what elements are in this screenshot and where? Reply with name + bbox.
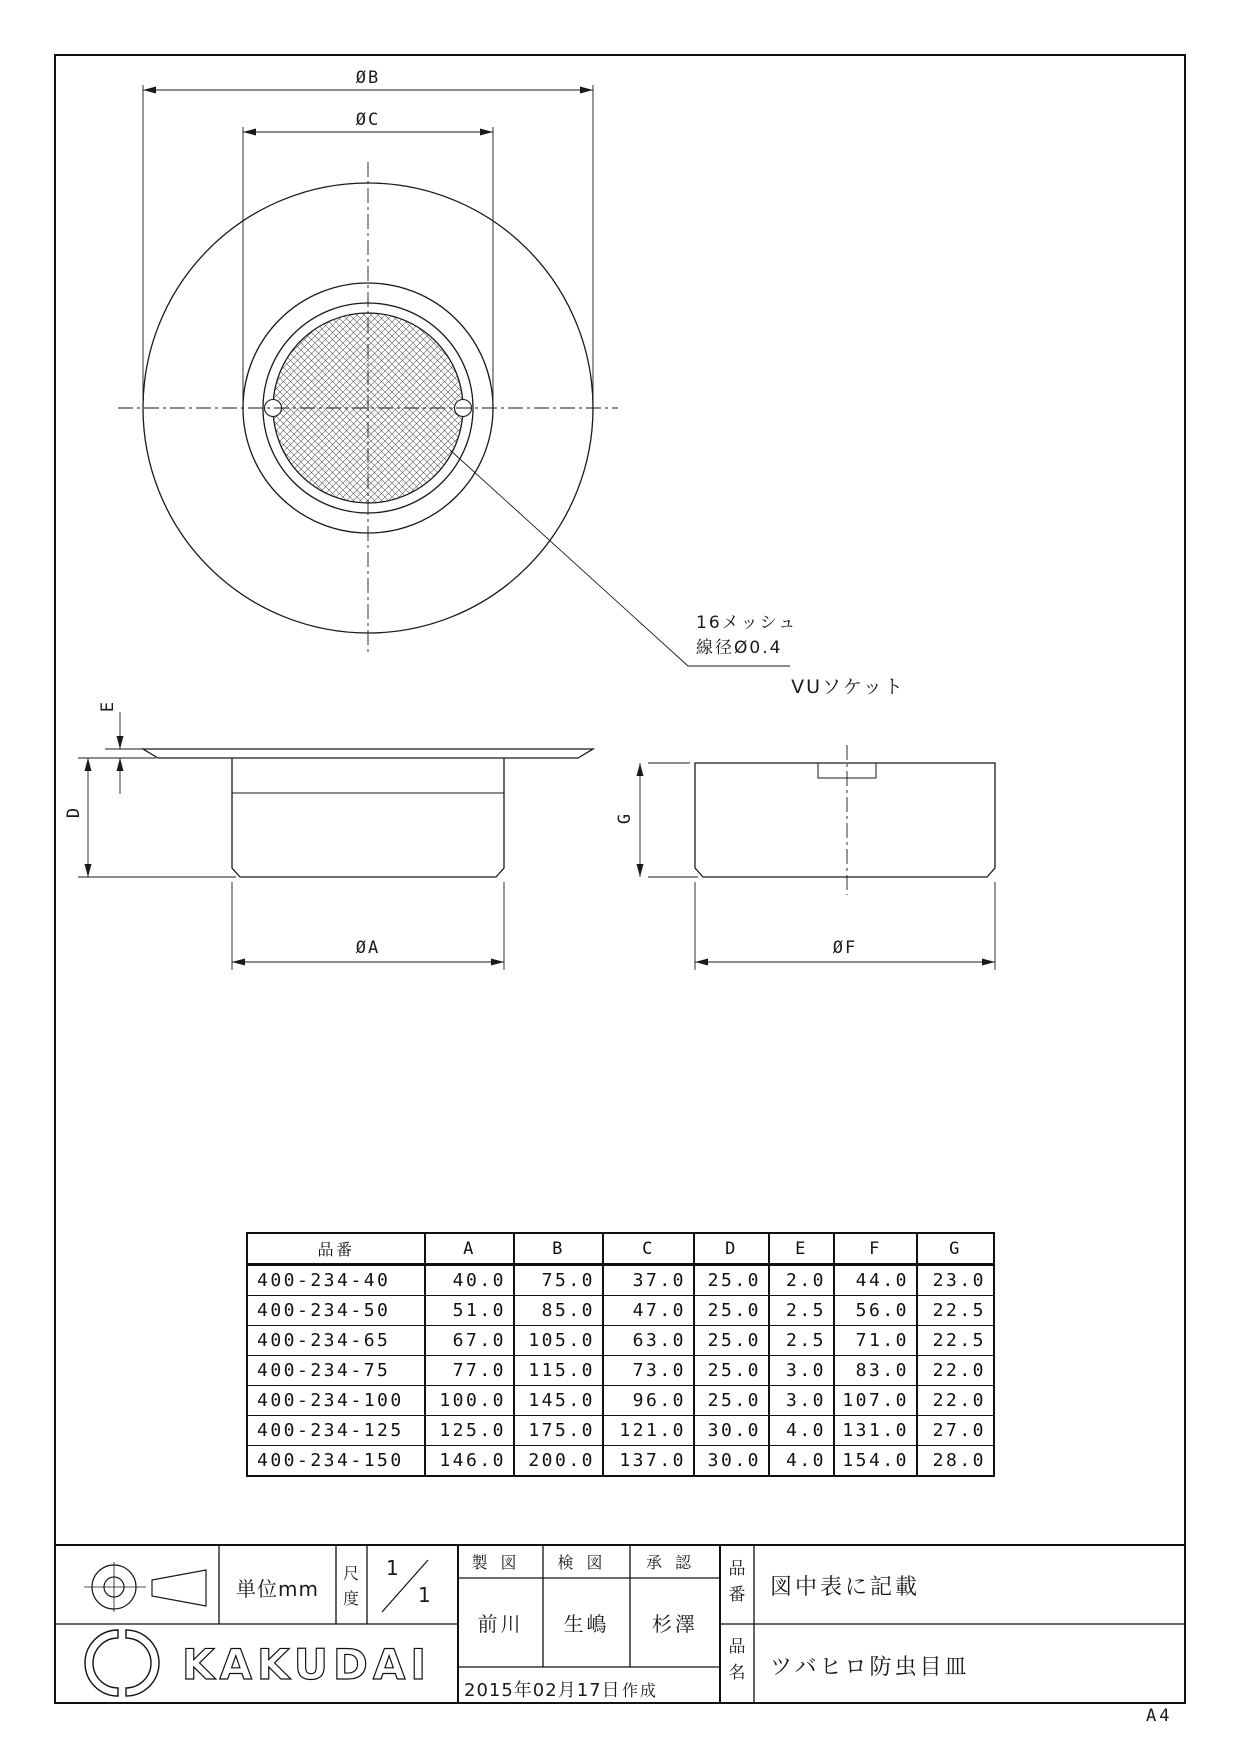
spec-header-cell: A bbox=[425, 1233, 514, 1265]
spec-cell: 96.0 bbox=[603, 1386, 694, 1416]
spec-cell: 25.0 bbox=[694, 1296, 769, 1326]
spec-cell: 125.0 bbox=[425, 1416, 514, 1446]
drawing-date: 2015年02月17日 bbox=[464, 1680, 621, 1701]
spec-cell: 22.5 bbox=[917, 1326, 994, 1356]
spec-cell: 77.0 bbox=[425, 1356, 514, 1386]
spec-cell-part-no: 400-234-100 bbox=[247, 1386, 425, 1416]
spec-row bbox=[247, 1356, 994, 1386]
spec-cell: 107.0 bbox=[834, 1386, 917, 1416]
brand-logo-text: KAKUDAI bbox=[182, 1640, 431, 1689]
spec-table bbox=[246, 1232, 995, 1477]
mesh-annotation-line1: 16メッシュ bbox=[696, 613, 798, 633]
scale-denominator: 1 bbox=[418, 1583, 431, 1607]
dim-label-g: G bbox=[615, 811, 636, 825]
spec-cell: 121.0 bbox=[603, 1416, 694, 1446]
mesh-annotation-line2: 線径Ø0.4 bbox=[696, 637, 783, 658]
unit-label: 単位mm bbox=[236, 1577, 319, 1601]
spec-cell: 67.0 bbox=[425, 1326, 514, 1356]
dim-label-c: ØC bbox=[355, 110, 381, 130]
spec-row bbox=[247, 1296, 994, 1326]
spec-cell: 105.0 bbox=[514, 1326, 603, 1356]
spec-cell: 71.0 bbox=[834, 1326, 917, 1356]
spec-cell: 37.0 bbox=[603, 1265, 694, 1296]
spec-header-cell: G bbox=[917, 1233, 994, 1265]
spec-cell: 4.0 bbox=[769, 1446, 834, 1477]
spec-cell: 73.0 bbox=[603, 1356, 694, 1386]
spec-cell: 22.0 bbox=[917, 1386, 994, 1416]
spec-cell: 22.5 bbox=[917, 1296, 994, 1326]
projection-symbol-icon bbox=[84, 1562, 206, 1612]
column-header-approved: 承認 bbox=[645, 1553, 704, 1572]
spec-cell: 44.0 bbox=[834, 1265, 917, 1296]
spec-cell: 4.0 bbox=[769, 1416, 834, 1446]
spec-header-cell: 品番 bbox=[247, 1233, 425, 1265]
spec-row bbox=[247, 1446, 994, 1477]
spec-cell: 51.0 bbox=[425, 1296, 514, 1326]
dim-label-f: ØF bbox=[832, 938, 858, 958]
spec-cell: 2.5 bbox=[769, 1296, 834, 1326]
spec-row bbox=[247, 1265, 994, 1296]
spec-cell-part-no: 400-234-50 bbox=[247, 1296, 425, 1326]
spec-cell-part-no: 400-234-40 bbox=[247, 1265, 425, 1296]
name-checked: 生嶋 bbox=[563, 1612, 610, 1636]
spec-cell: 2.0 bbox=[769, 1265, 834, 1296]
spec-header-cell: C bbox=[603, 1233, 694, 1265]
spec-cell: 25.0 bbox=[694, 1326, 769, 1356]
spec-cell: 25.0 bbox=[694, 1386, 769, 1416]
spec-row bbox=[247, 1386, 994, 1416]
paper-size-label: A4 bbox=[1146, 1706, 1173, 1726]
spec-row bbox=[247, 1326, 994, 1356]
spec-cell-part-no: 400-234-125 bbox=[247, 1416, 425, 1446]
spec-cell: 3.0 bbox=[769, 1356, 834, 1386]
part-number-label: 品番 bbox=[728, 1559, 746, 1606]
spec-cell: 30.0 bbox=[694, 1416, 769, 1446]
spec-cell-part-no: 400-234-75 bbox=[247, 1356, 425, 1386]
vu-socket-caption: VUソケット bbox=[791, 676, 905, 698]
spec-cell: 3.0 bbox=[769, 1386, 834, 1416]
spec-header-cell: D bbox=[694, 1233, 769, 1265]
spec-row bbox=[247, 1416, 994, 1446]
spec-cell: 25.0 bbox=[694, 1356, 769, 1386]
name-drafted: 前川 bbox=[477, 1612, 524, 1636]
spec-cell: 115.0 bbox=[514, 1356, 603, 1386]
spec-cell-part-no: 400-234-150 bbox=[247, 1446, 425, 1477]
spec-header-cell: B bbox=[514, 1233, 603, 1265]
spec-cell: 145.0 bbox=[514, 1386, 603, 1416]
spec-cell: 23.0 bbox=[917, 1265, 994, 1296]
spec-cell: 146.0 bbox=[425, 1446, 514, 1477]
spec-cell: 100.0 bbox=[425, 1386, 514, 1416]
dim-label-d: D bbox=[64, 805, 85, 819]
spec-cell: 131.0 bbox=[834, 1416, 917, 1446]
spec-cell: 200.0 bbox=[514, 1446, 603, 1477]
spec-cell: 30.0 bbox=[694, 1446, 769, 1477]
spec-header-row bbox=[247, 1233, 994, 1265]
spec-cell: 63.0 bbox=[603, 1326, 694, 1356]
kakudai-logo bbox=[85, 1630, 431, 1696]
part-number-value: 図中表に記載 bbox=[770, 1575, 921, 1600]
dim-label-e: E bbox=[98, 699, 119, 713]
spec-cell: 137.0 bbox=[603, 1446, 694, 1477]
drawing-date-suffix: 作成 bbox=[622, 1681, 659, 1700]
spec-cell-part-no: 400-234-65 bbox=[247, 1326, 425, 1356]
spec-header-cell: E bbox=[769, 1233, 834, 1265]
spec-cell: 154.0 bbox=[834, 1446, 917, 1477]
column-header-checked: 検図 bbox=[557, 1553, 616, 1572]
spec-cell: 56.0 bbox=[834, 1296, 917, 1326]
mesh-annotation bbox=[696, 611, 797, 660]
spec-cell: 25.0 bbox=[694, 1265, 769, 1296]
spec-cell: 40.0 bbox=[425, 1265, 514, 1296]
part-name-label: 品名 bbox=[728, 1637, 746, 1684]
column-header-drafted: 製図 bbox=[471, 1553, 530, 1572]
spec-cell: 47.0 bbox=[603, 1296, 694, 1326]
spec-cell: 22.0 bbox=[917, 1356, 994, 1386]
name-approved: 杉澤 bbox=[652, 1612, 698, 1636]
scale-label: 尺度 bbox=[342, 1564, 359, 1608]
spec-cell: 27.0 bbox=[917, 1416, 994, 1446]
part-name-value: ツバヒロ防虫目皿 bbox=[770, 1655, 970, 1680]
spec-cell: 75.0 bbox=[514, 1265, 603, 1296]
spec-cell: 2.5 bbox=[769, 1326, 834, 1356]
spec-cell: 28.0 bbox=[917, 1446, 994, 1477]
dim-label-a: ØA bbox=[355, 938, 381, 958]
spec-cell: 85.0 bbox=[514, 1296, 603, 1326]
dim-label-b: ØB bbox=[355, 68, 381, 88]
spec-header-cell: F bbox=[834, 1233, 917, 1265]
scale-numerator: 1 bbox=[386, 1556, 399, 1580]
spec-cell: 83.0 bbox=[834, 1356, 917, 1386]
spec-cell: 175.0 bbox=[514, 1416, 603, 1446]
